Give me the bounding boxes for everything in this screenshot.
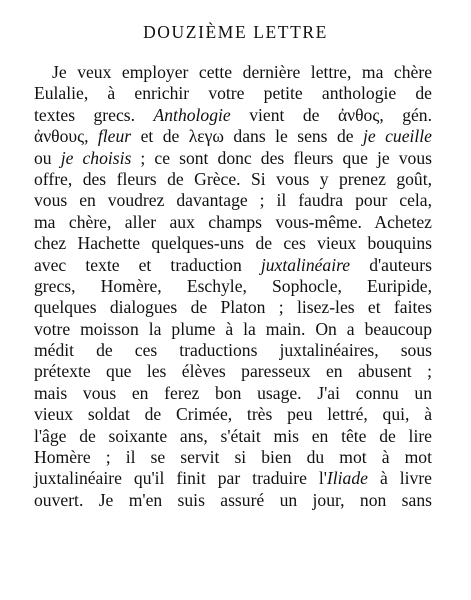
text-line: Homère ; il se servit si bien du mot à mot bbox=[34, 447, 432, 468]
text-line: textes grecs. Anthologie vient de ἀνθος, gén. bbox=[34, 104, 432, 125]
text-line: grecs, Homère, Eschyle, Sophocle, Euripide, bbox=[34, 275, 432, 296]
text-line: prétexte que les élèves paresseux en abusent ; bbox=[34, 361, 432, 382]
text-line: ἀνθους, fleur et de λεγω dans le sens de je cueille bbox=[34, 126, 432, 147]
text-line: vous en voudrez davantage ; il faudra pour cela, bbox=[34, 190, 432, 211]
text-line: Eulalie, à enrichir votre petite anthologie de bbox=[34, 83, 432, 104]
text-line: médit de ces traductions juxtalinéaires, sous bbox=[34, 340, 432, 361]
text-line: offre, des fleurs de Grèce. Si vous y prenez goût, bbox=[34, 168, 432, 189]
text-line: mais vous en ferez bon usage. J'ai connu un bbox=[34, 382, 432, 403]
text-line: ouvert. Je m'en suis assuré un jour, non sans bbox=[34, 489, 432, 510]
text-line: vieux soldat de Crimée, très peu lettré, qui, à bbox=[34, 404, 432, 425]
text-line: Je veux employer cette dernière lettre, ma chère bbox=[52, 62, 432, 82]
text-line: ou je choisis ; ce sont donc des fleurs que je vous bbox=[34, 147, 432, 168]
text-line: chez Hachette quelques-uns de ces vieux bouquins bbox=[34, 233, 432, 254]
text-line: votre moisson la plume à la main. On a beaucoup bbox=[34, 318, 432, 339]
text-line: l'âge de soixante ans, s'était mis en tête de lire bbox=[34, 425, 432, 446]
page-heading: DOUZIÈME LETTRE bbox=[143, 22, 328, 42]
text-line: ma chère, aller aux champs vous-même. Achetez bbox=[34, 211, 432, 232]
text-line: quelques dialogues de Platon ; lisez-les et faites bbox=[34, 297, 432, 318]
text-line: avec texte et traduction juxtalinéaire d'auteurs bbox=[34, 254, 432, 275]
letter-body bbox=[34, 62, 432, 511]
text-line: juxtalinéaire qu'il finit par traduire l'Iliade à livre bbox=[34, 468, 432, 489]
